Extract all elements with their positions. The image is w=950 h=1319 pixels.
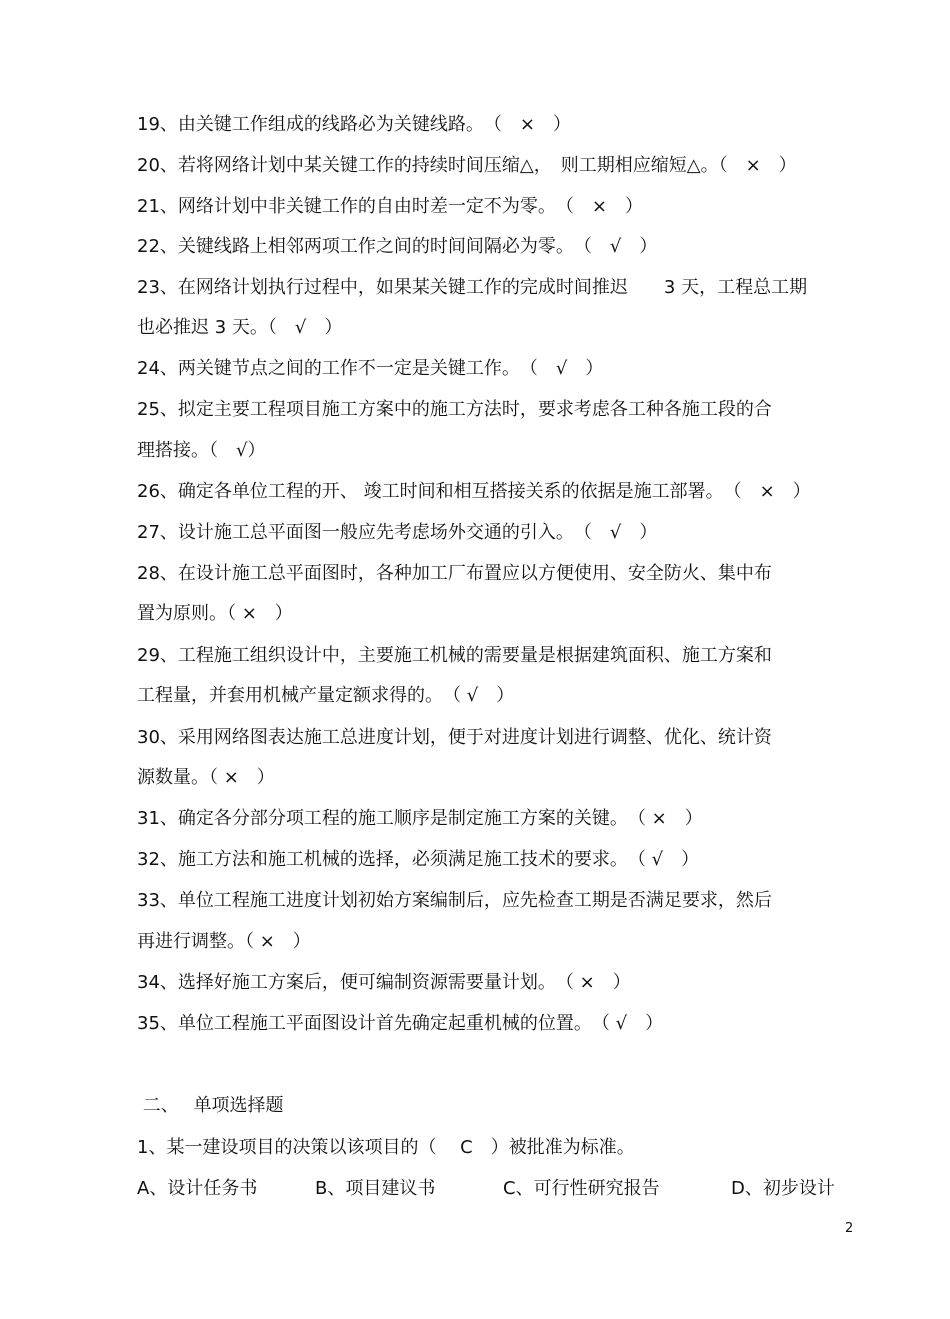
statement-23-line1: 23、在网络计划执行过程中，如果某关键工作的完成时间推迟 3 天，工程总工期 <box>137 277 808 298</box>
statement-33-line1: 33、单位工程施工进度计划初始方案编制后，应先检查工期是否满足要求，然后 <box>137 890 772 911</box>
statement-31: 31、确定各分部分项工程的施工顺序是制定施工方案的关键。 （ × ） <box>137 808 703 829</box>
statement-33-line2: 再进行调整。（ × ） <box>137 931 311 952</box>
statement-28-line1: 28、在设计施工总平面图时，各种加工厂布置应以方便使用、安全防火、集中布 <box>137 563 772 584</box>
option-a: A、设计任务书 <box>137 1178 258 1199</box>
statement-35: 35、单位工程施工平面图设计首先确定起重机械的位置。 （ √ ） <box>137 1013 664 1034</box>
statement-20: 20、若将网络计划中某关键工作的持续时间压缩△， 则工期相应缩短△。（ × ） <box>137 155 797 176</box>
statement-28-line2: 置为原则。（ × ） <box>137 603 293 624</box>
section-title: 二、 单项选择题 <box>137 1095 284 1116</box>
question-1: 1、某一建设项目的决策以该项目的（ C ）被批准为标准。 <box>137 1137 635 1158</box>
statement-22: 22、关键线路上相邻两项工作之间的时间间隔必为零。 （ √ ） <box>137 236 658 257</box>
option-c: C、可行性研究报告 <box>503 1178 660 1199</box>
page-number: 2 <box>845 1221 854 1236</box>
statement-30-line1: 30、采用网络图表达施工总进度计划，便于对进度计划进行调整、优化、统计资 <box>137 727 772 748</box>
statement-27: 27、设计施工总平面图一般应先考虑场外交通的引入。 （ √ ） <box>137 522 658 543</box>
statement-21: 21、网络计划中非关键工作的自由时差一定不为零。 （ × ） <box>137 196 643 217</box>
statement-29-line1: 29、工程施工组织设计中，主要施工机械的需要量是根据建筑面积、施工方案和 <box>137 645 772 666</box>
statement-19: 19、由关键工作组成的线路必为关键线路。 （ × ） <box>137 114 571 135</box>
option-b: B、项目建议书 <box>315 1178 436 1199</box>
statement-34: 34、选择好施工方案后，便可编制资源需要量计划。 （ × ） <box>137 972 631 993</box>
option-d: D、初步设计 <box>731 1178 835 1199</box>
statement-29-line2: 工程量，并套用机械产量定额求得的。 （ √ ） <box>137 685 515 706</box>
statement-24: 24、两关键节点之间的工作不一定是关键工作。 （ √ ） <box>137 358 604 379</box>
statement-32: 32、施工方法和施工机械的选择，必须满足施工技术的要求。 （ √ ） <box>137 849 700 870</box>
statement-26: 26、确定各单位工程的开、 竣工时间和相互搭接关系的依据是施工部署。 （ × ） <box>137 481 811 502</box>
statement-25-line2: 理搭接。（ √） <box>137 440 266 461</box>
statement-23-line2: 也必推迟 3 天。（ √ ） <box>137 317 343 338</box>
statement-25-line1: 25、拟定主要工程项目施工方案中的施工方法时，要求考虑各工种各施工段的合 <box>137 399 772 420</box>
statement-30-line2: 源数量。（ × ） <box>137 767 275 788</box>
